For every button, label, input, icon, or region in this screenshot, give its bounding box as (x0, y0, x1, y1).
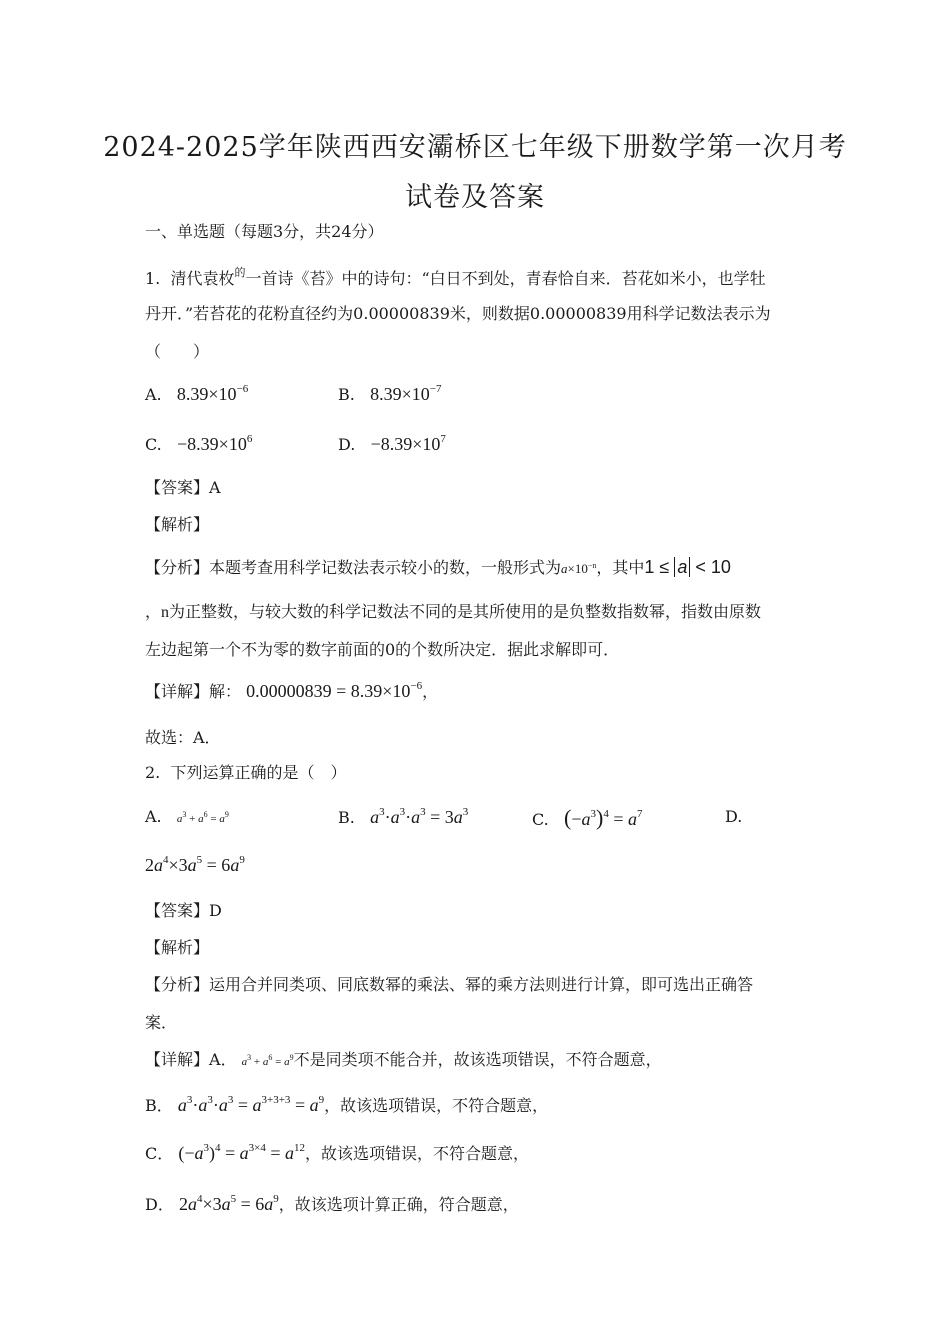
q2-detail-a: 【详解】A． $a^3 + a^6 = a^9$不是同类项不能合并，故该选项错误，不符合题意， (145, 1050, 662, 1069)
section-heading: 一、单选题（每题3分，共24分） (145, 222, 384, 241)
q2-answer: 【答案】D (145, 901, 222, 920)
q1-option-c[interactable]: C. $-8.39\times 10^6$ (145, 433, 253, 454)
q1-stem-line2: 丹开．”若苔花的花粉直径约为0.00000839米，则数据0.00000839用科学记数法表示为 (145, 304, 771, 323)
q1-choose: 故选：A． (145, 728, 221, 747)
doc-title-line2: 试卷及答案 (405, 182, 545, 213)
q2-analysis-line2: 案． (145, 1013, 178, 1032)
q1-analysis-line2: ，n为正整数，与较大数的科学记数法不同的是其所使用的是负整数指数幂，指数由原数 (145, 602, 762, 621)
q2-stem: 2. 下列运算正确的是（ ） (145, 763, 347, 782)
q2-option-d-expression: $2a^4\times 3a^5 = 6a^9$ (145, 854, 245, 875)
q1-option-a[interactable]: A. $8.39\times 10^{-6}$ (145, 383, 249, 404)
q2-jiexi-heading: 【解析】 (145, 938, 210, 957)
q2-option-a[interactable]: A. $a^3 + a^6 = a^9$ (145, 807, 229, 826)
q1-number: 1. (145, 269, 161, 288)
q2-number: 2. (145, 763, 161, 782)
q2-detail-d: D． $2a^4\times 3a^5 = 6a^9$，故该选项计算正确，符合题意， (145, 1193, 519, 1214)
q1-detail: 【详解】解： $0.00000839 = 8.39\times 10^{-6}$， (145, 680, 439, 701)
q2-option-c[interactable]: C. $(-a^3)^4 = a^7$ (532, 805, 643, 830)
q1-analysis-line3: 左边起第一个不为零的数字前面的0的个数所决定．据此求解即可． (145, 640, 620, 659)
q1-answer: 【答案】A (145, 478, 221, 497)
q1-option-b[interactable]: B. $8.39\times 10^{-7}$ (338, 383, 442, 404)
q2-option-b[interactable]: B. $a^3\cdot a^3\cdot a^3 = 3a^3$ (338, 806, 469, 827)
doc-title-line1: 2024-2025学年陕西西安灞桥区七年级下册数学第一次月考 (103, 132, 847, 163)
q1-answer-paren: （ ） (145, 342, 210, 361)
q2-detail-b: B． $a^3\cdot a^3\cdot a^3 = a^{3+3+3} = a^9$，故该选项错误，不符合题意， (145, 1094, 549, 1115)
q2-option-d[interactable]: D. (725, 807, 743, 826)
q2-analysis-line1: 【分析】运用合并同类项、同底数幂的乘法、幂的乘方法则进行计算，即可选出正确答 (145, 975, 754, 994)
q1-option-d[interactable]: D. $-8.39\times 10^7$ (338, 433, 446, 454)
q1-analysis-line1: 【分析】本题考查用科学记数法表示较小的数，一般形式为$a\times 10^{-n}$，其中1 ≤ a < 10 (145, 557, 731, 577)
q1-stem-line1: 1. 清代袁枚$^的$一首诗《苔》中的诗句：“白日不到处，青春恰自来．苔花如米小，也学牡 (145, 266, 766, 288)
q2-detail-c: C． $(-a^3)^4 = a^{3\times 4} = a^{12}$，故该选项错误，不符合题意， (145, 1142, 530, 1163)
q1-jiexi-heading: 【解析】 (145, 515, 210, 534)
